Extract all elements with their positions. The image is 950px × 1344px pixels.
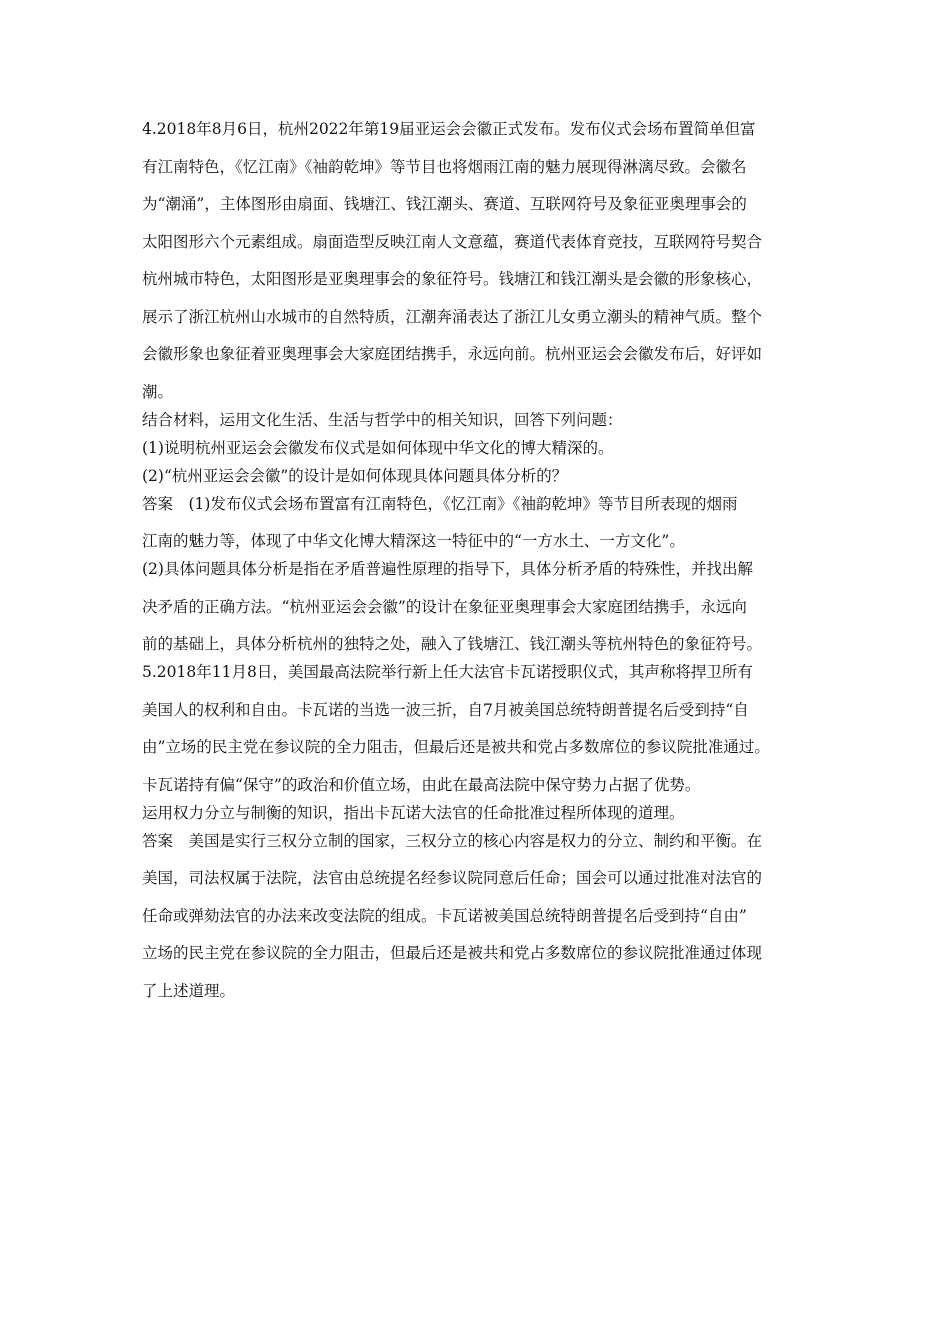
- q4-answer-line-5: 前的基础上，具体分析杭州的独特之处，融入了钱塘江、钱江潮头等杭州特色的象征符号。: [142, 635, 763, 653]
- q4-subquestion-2: (2)“杭州亚运会会徽”的设计是如何体现具体问题具体分析的？: [142, 466, 568, 485]
- q5-line-1: 5.2018年11月8日，美国最高法院举行新上任大法官卡瓦诺授职仪式，其声称将捍卫所有: [142, 663, 753, 681]
- q4-subquestion-1: (1)说明杭州亚运会会徽发布仪式是如何体现中华文化的博大精深的。: [142, 438, 614, 457]
- q5-instruction: 运用权力分立与制衡的知识，指出卡瓦诺大法官的任命批准过程所体现的道理。: [142, 803, 685, 822]
- q5-answer-line-4: 立场的民主党在参议院的全力阻击，但最后还是被共和党占多数席位的参议院批准通过体现: [142, 944, 763, 962]
- q5-answer-line-1: 答案 美国是实行三权分立制的国家，三权分立的核心内容是权力的分立、制约和平衡。在: [142, 831, 763, 850]
- q5-line-4: 卡瓦诺持有偏“保守”的政治和价值立场，由此在最高法院中保守势力占据了优势。: [142, 775, 701, 794]
- q4-answer-line-2: 江南的魅力等，体现了中华文化博大精深这一特征中的“一方水土、一方文化”。: [142, 532, 685, 550]
- q4-answer-line-3: (2)具体问题具体分析是指在矛盾普遍性原理的指导下，具体分析矛盾的特殊性，并找出解: [142, 560, 753, 578]
- q4-line-3: 为“潮涌”，主体图形由扇面、钱塘江、钱江潮头、赛道、互联网符号及象征亚奥理事会的: [142, 195, 747, 213]
- q4-line-8: 潮。: [142, 382, 174, 401]
- q4-answer-line-4: 决矛盾的正确方法。“杭州亚运会会徽”的设计在象征亚奥理事会大家庭团结携手，永远向: [142, 597, 747, 616]
- q5-answer-line-3: 任命或弹劾法官的办法来改变法院的组成。卡瓦诺被美国总统特朗普提名后受到持“自由”: [142, 906, 747, 925]
- q5-line-3: 由”立场的民主党在参议院的全力阻击，但最后还是被共和党占多数席位的参议院批准通过。: [142, 738, 770, 756]
- q5-answer-line-2: 美国，司法权属于法院，法官由总统提名经参议院同意后任命；国会可以通过批准对法官的: [142, 869, 763, 887]
- q4-line-6: 展示了浙江杭州山水城市的自然特质，江潮奔涌表达了浙江儿女勇立潮头的精神气质。整个: [142, 307, 763, 326]
- q4-line-7: 会徽形象也象征着亚奥理事会大家庭团结携手，永远向前。杭州亚运会会徽发布后，好评如: [142, 345, 763, 363]
- q5-answer-line-5: 了上述道理。: [142, 981, 236, 1000]
- q5-line-2: 美国人的权利和自由。卡瓦诺的当选一波三折，自7月被美国总统特朗普提名后受到持“自: [142, 700, 749, 719]
- q4-instruction: 结合材料，运用文化生活、生活与哲学中的相关知识，回答下列问题：: [142, 410, 623, 429]
- q4-line-2: 有江南特色，《忆江南》《袖韵乾坤》等节目也将烟雨江南的魅力展现得淋漓尽致。会徽名: [142, 157, 747, 176]
- q4-line-1: 4.2018年8月6日，杭州2022年第19届亚运会会徽正式发布。发布仪式会场布置简单但富: [142, 120, 756, 138]
- q4-line-5: 杭州城市特色，太阳图形是亚奥理事会的象征符号。钱塘江和钱江潮头是会徽的形象核心，: [142, 270, 763, 288]
- q4-answer-line-1: 答案 (1)发布仪式会场布置富有江南特色，《忆江南》《袖韵乾坤》等节目所表现的烟雨: [142, 494, 738, 513]
- document-body: [142, 116, 832, 1006]
- q4-line-4: 太阳图形六个元素组成。扇面造型反映江南人文意蕴，赛道代表体育竞技，互联网符号契合: [142, 232, 763, 251]
